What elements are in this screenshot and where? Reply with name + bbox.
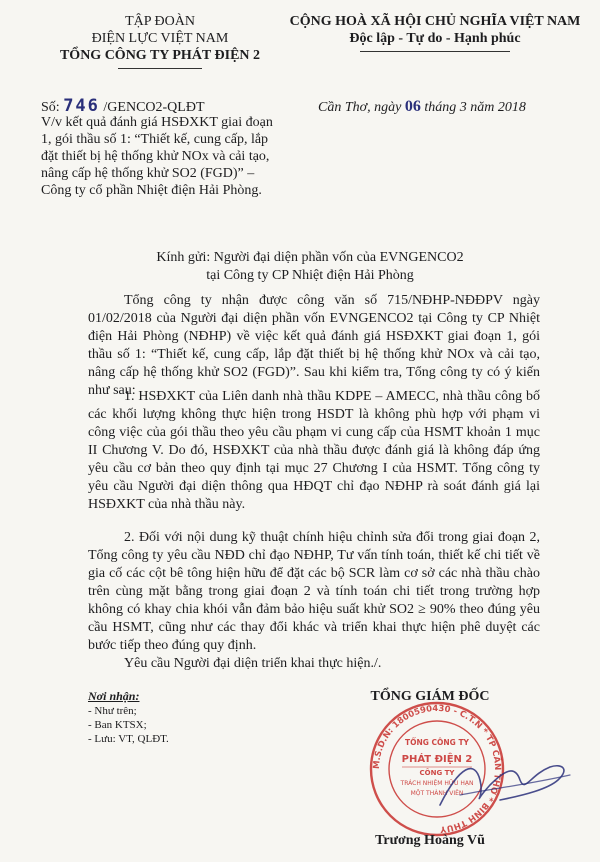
org-underline bbox=[118, 68, 202, 69]
document-number bbox=[41, 96, 205, 116]
date-day: 06 bbox=[404, 98, 421, 115]
seal-inner-line: PHÁT ĐIỆN 2 bbox=[401, 754, 473, 765]
recipient-line-2: tại Công ty CP Nhiệt điện Hải Phòng bbox=[206, 268, 414, 283]
recipients-list-title: Nơi nhận: bbox=[88, 689, 140, 703]
body-paragraph-1: Tổng công ty nhận được công văn số 715/NĐHP-NĐĐPV ngày 01/02/2018 của Người đại diện phần vốn EVNGENCO2 tại Công ty CP Nhiệt điện Hải Phòng (NĐHP) về việc kết quả đánh giá HSĐXKT giai đoạn 1, gói thầu số 1: “Thiết kế, cung cấp, lắp đặt thiết bị hệ thống khử NOx và cải tạo, nâng cấp hệ thống khử SO2 (FGD)”. Sau khi kiểm tra, Tổng công ty có ý kiến như sau: bbox=[88, 293, 540, 398]
date-suffix: tháng 3 năm 2018 bbox=[424, 100, 526, 115]
document-number-value: 746 bbox=[63, 96, 100, 116]
handwritten-signature-icon bbox=[430, 745, 580, 825]
body-paragraph-4: Yêu cầu Người đại diện triển khai thực hiện./. bbox=[124, 656, 382, 671]
org-line-company: TỔNG CÔNG TY PHÁT ĐIỆN 2 bbox=[59, 48, 261, 63]
seal-inner-line: MỘT THÀNH VIÊN bbox=[410, 790, 464, 797]
document-date bbox=[318, 98, 526, 116]
org-line-parent: TẬP ĐOÀN bbox=[125, 14, 195, 29]
org-line-group: ĐIỆN LỰC VIỆT NAM bbox=[91, 31, 229, 46]
body-paragraph-2: 1. HSĐXKT của Liên danh nhà thầu KDPE – AMECC, nhà thầu công bố các khối lượng không thực hiện trong HSDT là không phù hợp với phạm vi công việc của gói thầu theo yêu cầu phạm vi cung cấp của HSMT khoản 1 mục II Chương V. Do đó, HSĐXKT của nhà thầu được đánh giá là không đáp ứng yêu cầu cơ bản theo quy định tại mục 27 Chương I của HSMT. Tổng công ty yêu cầu Người đại diện thông qua HĐQT chỉ đạo NĐHP rà soát đánh giá lại HSĐXKT của nhà thầu này. bbox=[88, 389, 540, 512]
document-number-prefix: Số: bbox=[41, 100, 60, 115]
document-subject: V/v kết quả đánh giá HSĐXKT giai đoạn 1, gói thầu số 1: “Thiết kế, cung cấp, lắp đặt thiết bị hệ thống khử NOx và cải tạo, nâng cấp hệ thống khử SO2 (FGD)” – Công ty cổ phần Nhiệt điện Hải Phòng. bbox=[41, 115, 273, 198]
signer-name: Trương Hoàng Vũ bbox=[375, 833, 485, 848]
recipients-list-item: - Như trên; bbox=[88, 705, 137, 717]
date-prefix: Cần Thơ, ngày bbox=[318, 100, 402, 115]
seal-inner-line: TRÁCH NHIỆM HỮU HẠN bbox=[400, 780, 474, 787]
body-paragraph-3: 2. Đối với nội dung kỹ thuật chính hiệu chỉnh sửa đổi trong giai đoạn 2, Tổng công ty yêu cầu NĐD chỉ đạo NĐHP, Tư vấn tính toán, thiết kế chi tiết về gia cố các cột bê tông hiện hữu để đặt các bộ SCR làm cơ sở các nhà thầu chào trên cùng mặt bằng trong giai đoạn 2 và tính toán chi tiết trong trường hợp không có khay chia khói vẫn đảm bảo hiệu suất khử SO2 ≥ 90% theo đúng yêu cầu HSMT, cũng như các thay đổi khác và triển khai thực hiện phê duyệt các bước tiếp theo đúng quy định. bbox=[88, 530, 540, 653]
signer-title: TỔNG GIÁM ĐỐC bbox=[370, 689, 490, 704]
recipient-line-1: Kính gửi: Người đại diện phần vốn của EVNGENCO2 bbox=[156, 250, 464, 265]
motto-underline bbox=[360, 51, 510, 52]
document-number-suffix: /GENCO2-QLĐT bbox=[103, 100, 205, 115]
seal-ring-text: M.S.D.N: 1800590430 - C.T.N * TP CẦN THƠ * BÌNH THUỶ bbox=[371, 703, 503, 834]
recipients-list-item: - Lưu: VT, QLĐT. bbox=[88, 733, 169, 745]
national-motto: Độc lập - Tự do - Hạnh phúc bbox=[349, 31, 521, 46]
seal-inner-line: CÔNG TY bbox=[419, 769, 455, 777]
seal-inner-line: TỔNG CÔNG TY bbox=[404, 738, 470, 747]
recipients-list-item: - Ban KTSX; bbox=[88, 719, 147, 731]
national-title: CỘNG HOÀ XÃ HỘI CHỦ NGHĨA VIỆT NAM bbox=[289, 14, 581, 29]
